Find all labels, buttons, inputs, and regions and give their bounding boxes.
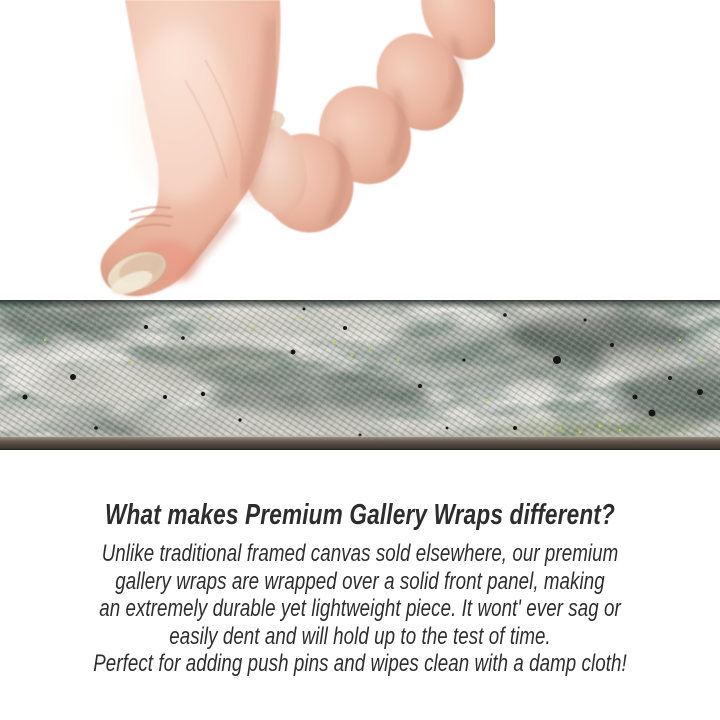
caption-line: Perfect for adding push pins and wipes clean with a damp cloth!: [93, 650, 627, 678]
canvas-strip-illustration: [0, 300, 720, 450]
hand-photo: [85, 0, 495, 300]
palm-and-thumb: [101, 0, 281, 300]
hand-illustration: [85, 0, 495, 300]
canvas-bottom-edge: [0, 436, 720, 451]
caption-line: easily dent and will hold up to the test of time.: [169, 622, 551, 650]
canvas-top-edge: [0, 300, 720, 309]
canvas-texture: [0, 300, 720, 447]
caption-line: gallery wraps are wrapped over a solid front panel, making: [115, 567, 605, 595]
caption-heading: What makes Premium Gallery Wraps different?: [105, 499, 615, 531]
canvas-strip: [0, 300, 720, 450]
caption-line: Unlike traditional framed canvas sold elsewhere, our premium: [101, 540, 619, 567]
caption-line: an extremely durable yet lightweight piece. It wont' ever sag or: [99, 595, 621, 623]
caption-block: [0, 499, 720, 678]
